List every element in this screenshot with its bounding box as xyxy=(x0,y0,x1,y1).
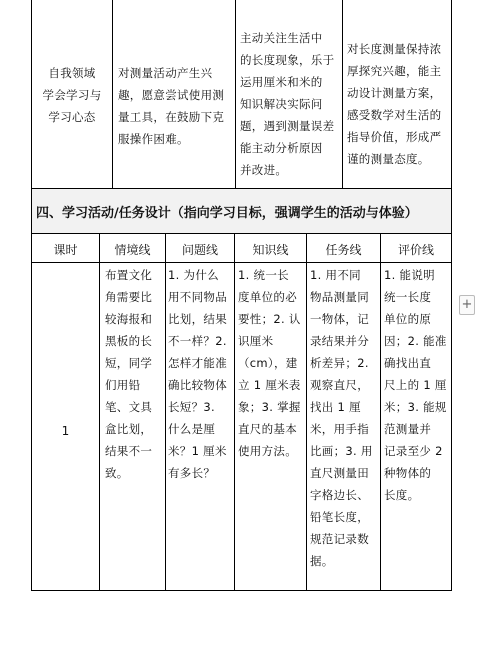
text-line: 1. 统一长 xyxy=(238,268,289,282)
text-line: 要性；2. 认 xyxy=(238,312,301,326)
divider xyxy=(165,233,166,591)
text-line: 厚探究兴趣，能主 xyxy=(347,64,442,78)
evaluation-cell xyxy=(384,264,451,506)
text-line: 们用铅 xyxy=(105,378,141,392)
exploration-cell xyxy=(347,38,451,170)
text-line: 1. 为什么 xyxy=(168,268,219,282)
text-line: 一物体，记 xyxy=(310,312,369,326)
text-line: 学会学习与 xyxy=(42,88,102,102)
text-line: 趣，愿意尝试使用测 xyxy=(118,88,225,102)
text-line: 长短？3. xyxy=(168,400,215,414)
text-line: 米；3. 能规 xyxy=(384,400,447,414)
text-line: 用不同物品 xyxy=(168,290,227,304)
text-line: 找出 1 厘 xyxy=(310,400,361,414)
divider xyxy=(306,233,307,591)
header-context: 情境线 xyxy=(114,243,151,257)
text-line: 范测量并 xyxy=(384,422,432,436)
context-cell xyxy=(105,264,165,484)
text-line: 对测量活动产生兴 xyxy=(118,66,213,80)
header-lesson: 课时 xyxy=(53,243,78,257)
task-cell xyxy=(310,264,380,572)
text-line: 感受数学对生活的 xyxy=(347,108,442,122)
header-evaluation: 评价线 xyxy=(397,243,434,257)
text-line: 比画；3. 用 xyxy=(310,444,373,458)
divider xyxy=(31,262,452,263)
header-question: 问题线 xyxy=(181,243,218,257)
text-line: 观察直尺， xyxy=(310,378,369,392)
attitude-cell xyxy=(240,27,342,181)
section-title: 四、学习活动/任务设计（指向学习目标，强调学生的活动与体验） xyxy=(36,206,418,221)
text-line: 有多长？ xyxy=(168,466,216,480)
text-line: 笔、文具 xyxy=(105,400,153,414)
text-line: 题，遇到测量误差 xyxy=(240,119,335,133)
text-line: 主动关注生活中 xyxy=(240,31,323,45)
divider xyxy=(99,233,100,591)
text-line: 致。 xyxy=(105,466,129,480)
text-line: 米？1 厘米 xyxy=(168,444,227,458)
text-line: 长度。 xyxy=(384,488,420,502)
text-line: 象；3. 掌握 xyxy=(238,400,301,414)
table-right-border xyxy=(451,0,452,591)
text-line: 1. 能说明 xyxy=(384,268,435,282)
text-line: 统一长度 xyxy=(384,290,432,304)
question-cell xyxy=(168,264,234,484)
text-line: 服操作困难。 xyxy=(118,132,189,146)
text-line: 1. 用不同 xyxy=(310,268,361,282)
divider xyxy=(380,233,381,591)
text-line: 谨的测量态度。 xyxy=(347,152,430,166)
text-line: 物品测量同 xyxy=(310,290,369,304)
text-line: 黑板的长 xyxy=(105,334,153,348)
knowledge-cell xyxy=(238,264,306,462)
text-line: 自我领域 xyxy=(48,66,96,80)
text-line: 比划，结果 xyxy=(168,312,227,326)
text-line: 盒比划， xyxy=(105,422,153,436)
divider xyxy=(112,0,113,188)
text-line: 米，用手指 xyxy=(310,422,369,436)
text-line: 度单位的必 xyxy=(238,290,297,304)
text-line: 学习心态 xyxy=(48,110,96,124)
text-line: 短，同学 xyxy=(105,356,153,370)
text-line: 指导价值，形成严 xyxy=(347,130,442,144)
text-line: 的长度现象，乐于 xyxy=(240,53,335,67)
text-line: 规范记录数 xyxy=(310,532,369,546)
text-line: 较海报和 xyxy=(105,312,153,326)
divider xyxy=(234,233,235,591)
text-line: 确找出直 xyxy=(384,356,432,370)
text-line: 量工具，在鼓励下克 xyxy=(118,110,225,124)
text-line: 识厘米 xyxy=(238,334,274,348)
text-line: 字格边长、 xyxy=(310,488,369,502)
text-line: 运用厘米和米的 xyxy=(240,75,323,89)
text-line: 结果不一 xyxy=(105,444,153,458)
header-knowledge: 知识线 xyxy=(252,243,289,257)
text-line: 立 1 厘米表 xyxy=(238,378,301,392)
text-line: 布置文化 xyxy=(105,268,153,282)
text-line: 能主动分析原因 xyxy=(240,141,323,155)
text-line: 记录至少 2 xyxy=(384,444,443,458)
text-line: 因；2. 能准 xyxy=(384,334,447,348)
text-line: 怎样才能准 xyxy=(168,356,227,370)
text-line: 知识解决实际问 xyxy=(240,97,323,111)
domain-cell xyxy=(32,62,112,128)
text-line: 直尺的基本 xyxy=(238,422,297,436)
text-line: 对长度测量保持浓 xyxy=(347,42,442,56)
text-line: 单位的原 xyxy=(384,312,432,326)
interest-cell xyxy=(118,62,236,150)
text-line: 铅笔长度， xyxy=(310,510,369,524)
text-line: 录结果并分 xyxy=(310,334,369,348)
text-line: 动设计测量方案， xyxy=(347,86,442,100)
divider xyxy=(31,233,452,234)
divider xyxy=(342,0,343,188)
text-line: 确比较物体 xyxy=(168,378,227,392)
text-line: 使用方法。 xyxy=(238,444,297,458)
text-line: （cm），建 xyxy=(238,356,298,370)
header-task: 任务线 xyxy=(325,243,362,257)
lesson-number: 1 xyxy=(61,424,70,438)
table-bottom-border xyxy=(31,590,452,591)
text-line: 什么是厘 xyxy=(168,422,216,436)
text-line: 角需要比 xyxy=(105,290,153,304)
text-line: 尺上的 1 厘 xyxy=(384,378,447,392)
text-line: 种物体的 xyxy=(384,466,432,480)
text-line: 据。 xyxy=(310,554,334,568)
text-line: 直尺测量田 xyxy=(310,466,369,480)
text-line: 不一样？2. xyxy=(168,334,227,348)
text-line: 析差异；2. xyxy=(310,356,369,370)
add-row-button[interactable]: + xyxy=(459,295,475,315)
text-line: 并改进。 xyxy=(240,163,288,177)
